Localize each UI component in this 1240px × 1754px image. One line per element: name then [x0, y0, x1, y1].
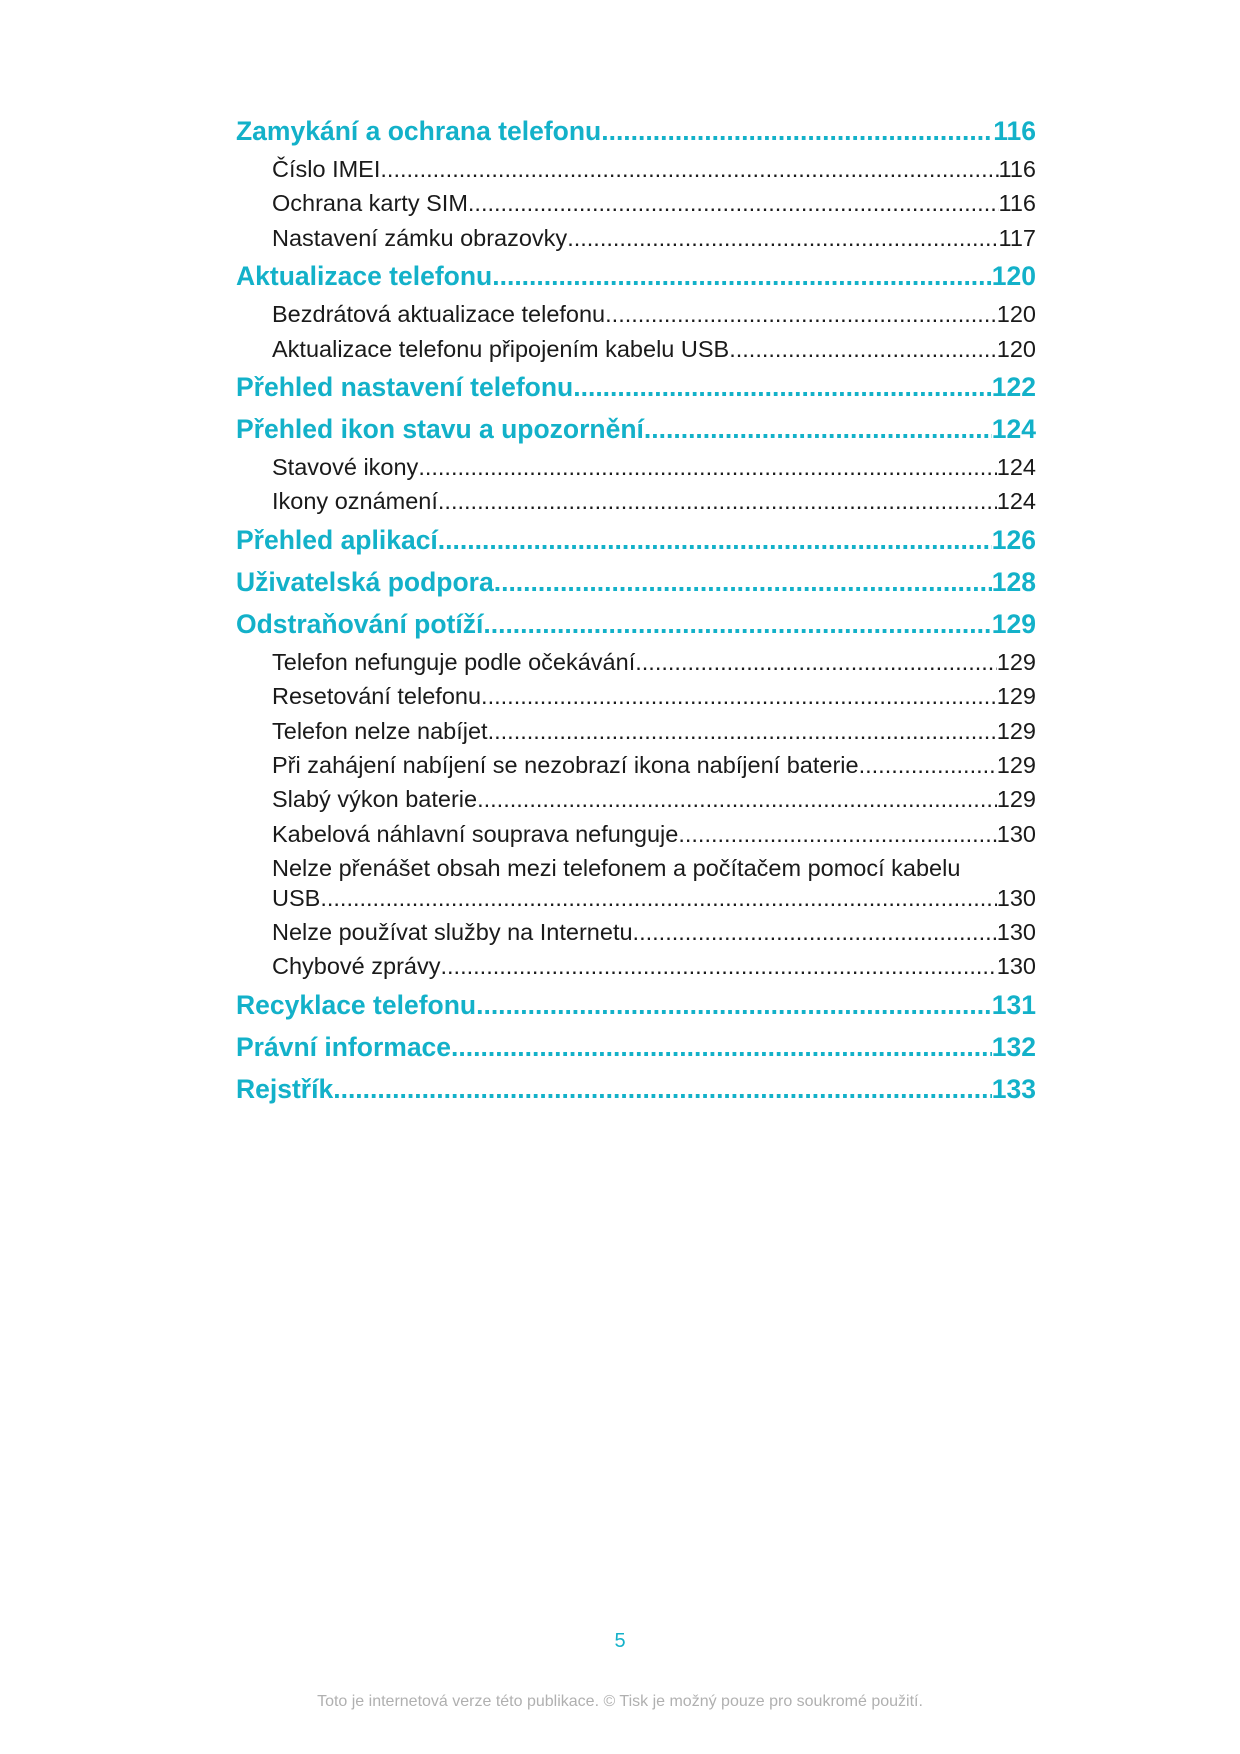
toc-entry-page: 132: [991, 1031, 1036, 1062]
toc-section-entry[interactable]: [236, 817, 1036, 851]
toc-section-entry[interactable]: [236, 714, 1036, 748]
toc-entry-page: 124: [996, 453, 1036, 480]
toc-entry-title: Číslo IMEI: [272, 156, 381, 182]
toc-entry-title: Chybové zprávy: [272, 953, 441, 980]
toc-section-entry[interactable]: [236, 297, 1036, 331]
toc-entry-page: 116: [993, 116, 1036, 146]
toc-entry-title: Uživatelská podpora: [236, 566, 494, 597]
toc-entry-page: 130: [996, 885, 1036, 912]
toc-entry-title: Kabelová náhlavní souprava nefunguje: [272, 820, 679, 847]
toc-chapter-entry[interactable]: [236, 110, 1036, 152]
toc-entry-title: Právní informace: [236, 1031, 452, 1062]
dot-leader: [320, 883, 996, 913]
toc-section-entry[interactable]: [236, 851, 1036, 915]
toc-section-entry[interactable]: [236, 450, 1036, 484]
toc-section-entry[interactable]: [236, 332, 1036, 366]
toc-entry-page: 120: [991, 261, 1036, 292]
toc-entry-page: 130: [996, 820, 1036, 847]
toc-section-entry[interactable]: [236, 949, 1036, 983]
toc-chapter-entry[interactable]: [236, 561, 1036, 603]
toc-entry-title: Resetování telefonu: [272, 683, 482, 710]
toc-chapter-entry[interactable]: [236, 255, 1036, 297]
toc-entry-title: Recyklace telefonu: [236, 989, 477, 1020]
toc-entry-page: 131: [991, 989, 1036, 1020]
toc-entry-page: 124: [996, 488, 1036, 515]
dot-leader: [418, 450, 996, 484]
toc-section-entry[interactable]: [236, 484, 1036, 518]
dot-leader: [644, 408, 992, 450]
dot-leader: [477, 782, 997, 816]
toc-entry-title: Nastavení zámku obrazovky: [272, 224, 568, 251]
toc-entry-page: 130: [996, 919, 1036, 946]
dot-leader: [468, 186, 999, 220]
toc-entry-page: 116: [998, 190, 1036, 217]
dot-leader: [635, 645, 997, 679]
toc-entry-page: 129: [996, 751, 1036, 778]
toc-entry-title: Nelze přenášet obsah mezi telefonem a počítačem pomocí kabelu: [272, 855, 961, 882]
toc-entry-page: 129: [996, 786, 1036, 813]
dot-leader: [438, 519, 992, 561]
dot-leader: [476, 984, 992, 1026]
toc-chapter-entry[interactable]: [236, 984, 1036, 1026]
dot-leader: [451, 1026, 992, 1068]
toc-entry-title: Přehled nastavení telefonu: [236, 371, 574, 402]
footer-note: Toto je internetová verze této publikace. © Tisk je možný pouze pro soukromé použití.: [317, 1693, 923, 1710]
dot-leader: [494, 561, 992, 603]
dot-leader: [573, 366, 992, 408]
toc-entry-title: Přehled aplikací: [236, 524, 438, 555]
dot-leader: [678, 817, 996, 851]
toc-entry-page: 129: [996, 717, 1036, 744]
toc-entry-page: 133: [991, 1073, 1036, 1104]
dot-leader: [633, 915, 997, 949]
toc-entry-page: 130: [996, 953, 1036, 980]
toc-entry-page: 128: [991, 566, 1036, 597]
toc-entry-continuation: [272, 883, 1036, 913]
dot-leader: [481, 679, 997, 713]
dot-leader: [483, 603, 991, 645]
toc-entry-page: 117: [998, 224, 1036, 251]
toc-entry-title: Bezdrátová aktualizace telefonu: [272, 301, 606, 328]
toc-entry-title: Aktualizace telefonu: [236, 261, 493, 292]
toc-entry-page: 129: [991, 608, 1036, 639]
dot-leader: [488, 714, 997, 748]
toc-entry-title: Aktualizace telefonu připojením kabelu USB: [272, 335, 730, 362]
dot-leader: [729, 332, 997, 366]
toc-entry-page: 129: [996, 683, 1036, 710]
toc-entry-page: 120: [996, 335, 1036, 362]
toc-entry-title: Odstraňování potíží: [236, 608, 484, 639]
dot-leader: [859, 748, 997, 782]
page-number: 5: [614, 1630, 626, 1652]
toc-entry-title-continued: USB: [272, 885, 321, 912]
toc-entry-page: 116: [998, 156, 1036, 182]
toc-entry-title: Telefon nelze nabíjet: [272, 717, 488, 744]
toc-entry-page: 120: [996, 301, 1036, 328]
toc-section-entry[interactable]: [236, 915, 1036, 949]
toc-section-entry[interactable]: [236, 679, 1036, 713]
toc-entry-title: Nelze používat služby na Internetu: [272, 919, 633, 946]
toc-entry-title: Slabý výkon baterie: [272, 786, 478, 813]
toc-entry-title: Přehled ikon stavu a upozornění: [236, 413, 644, 444]
toc-chapter-entry[interactable]: [236, 1026, 1036, 1068]
dot-leader: [380, 152, 998, 186]
toc-entry-title: Ochrana karty SIM: [272, 190, 468, 217]
dot-leader: [333, 1068, 992, 1110]
dot-leader: [492, 255, 992, 297]
toc-entry-title: Stavové ikony: [272, 453, 419, 480]
toc-entry-title: Telefon nefunguje podle očekávání: [272, 648, 636, 675]
dot-leader: [438, 484, 997, 518]
toc-chapter-entry[interactable]: [236, 1068, 1036, 1110]
toc-entry-page: 124: [991, 413, 1036, 444]
toc-chapter-entry[interactable]: [236, 408, 1036, 450]
toc-section-entry[interactable]: [236, 748, 1036, 782]
dot-leader: [441, 949, 997, 983]
toc-section-entry[interactable]: [236, 152, 1036, 186]
dot-leader: [567, 221, 998, 255]
toc-section-entry[interactable]: [236, 186, 1036, 220]
toc-section-entry[interactable]: [236, 782, 1036, 816]
toc-section-entry[interactable]: [236, 221, 1036, 255]
dot-leader: [605, 297, 997, 331]
toc-entry-page: 129: [996, 648, 1036, 675]
toc-chapter-entry[interactable]: [236, 603, 1036, 645]
toc-section-entry[interactable]: [236, 645, 1036, 679]
toc-entry-page: 122: [991, 371, 1036, 402]
toc-chapter-entry[interactable]: [236, 519, 1036, 561]
toc-entry-title: Ikony oznámení: [272, 488, 438, 515]
toc-entry-title: Rejstřík: [236, 1073, 334, 1104]
toc-chapter-entry[interactable]: [236, 366, 1036, 408]
toc-entry-title: Zamykání a ochrana telefonu: [236, 116, 602, 146]
table-of-contents: [236, 110, 1036, 1110]
dot-leader: [601, 110, 993, 152]
toc-entry-page: 126: [991, 524, 1036, 555]
toc-entry-title: Při zahájení nabíjení se nezobrazí ikona nabíjení baterie: [272, 751, 859, 778]
